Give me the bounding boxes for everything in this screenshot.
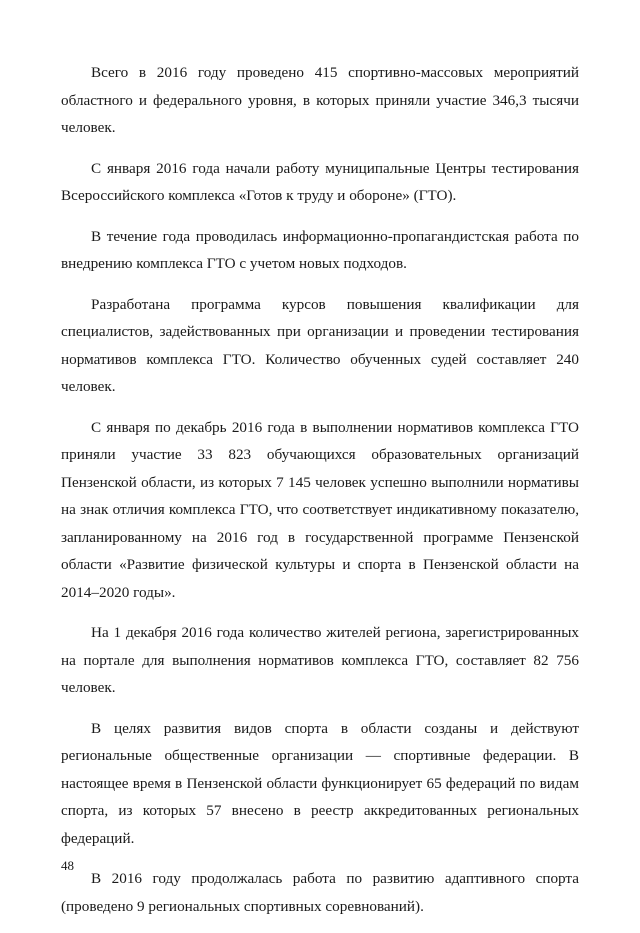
paragraph-sport-federations: В целях развития видов спорта в области созданы и действуют региональные общественные организации — спортивные федерации. В настоящее время в Пензенской области функционирует 65 федераций по видам спорта, из которых 57 внесено в реестр аккредитованных региональных федераций.: [61, 719, 579, 847]
paragraph-info-campaign: В течение года проводилась информационно-пропагандистская работа по внедрению комплекса ГТО с учетом новых подходов.: [61, 227, 579, 272]
paragraph-training-program: Разработана программа курсов повышения квалификации для специалистов, задействованных при организации и проведении тестирования нормативов комплекса ГТО. Количество обученных судей составляет 240 человек.: [61, 295, 579, 395]
paragraph-portal-registrations: На 1 декабря 2016 года количество жителей региона, зарегистрированных на портале для выполнения нормативов комплекса ГТО, составляет 82 756 человек.: [61, 624, 579, 696]
paragraph-gto-participation: С января по декабрь 2016 года в выполнении нормативов комплекса ГТО приняли участие 33 823 обучающихся образовательных организаций Пензенской области, из которых 7 145 человек успешно выполнили нормативы на знак отличия комплекса ГТО, что соответствует индикативному показателю, запланированному на 2016 год в государственной программе Пензенской области «Развитие физической культуры и спорта в Пензенской области на 2014–2020 годы».: [61, 418, 579, 601]
paragraph-adaptive-sport: В 2016 году продолжалась работа по развитию адаптивного спорта (проведено 9 региональных спортивных соревнований).: [61, 870, 579, 915]
page-number: 48: [61, 858, 74, 873]
document-body: [61, 59, 579, 933]
paragraph-gto-centers: С января 2016 года начали работу муниципальные Центры тестирования Всероссийского комплекса «Готов к труду и обороне» (ГТО).: [61, 159, 579, 204]
paragraph-events-total: Всего в 2016 году проведено 415 спортивно-массовых мероприятий областного и федерального уровня, в которых приняли участие 346,3 тысячи человек.: [61, 64, 579, 136]
